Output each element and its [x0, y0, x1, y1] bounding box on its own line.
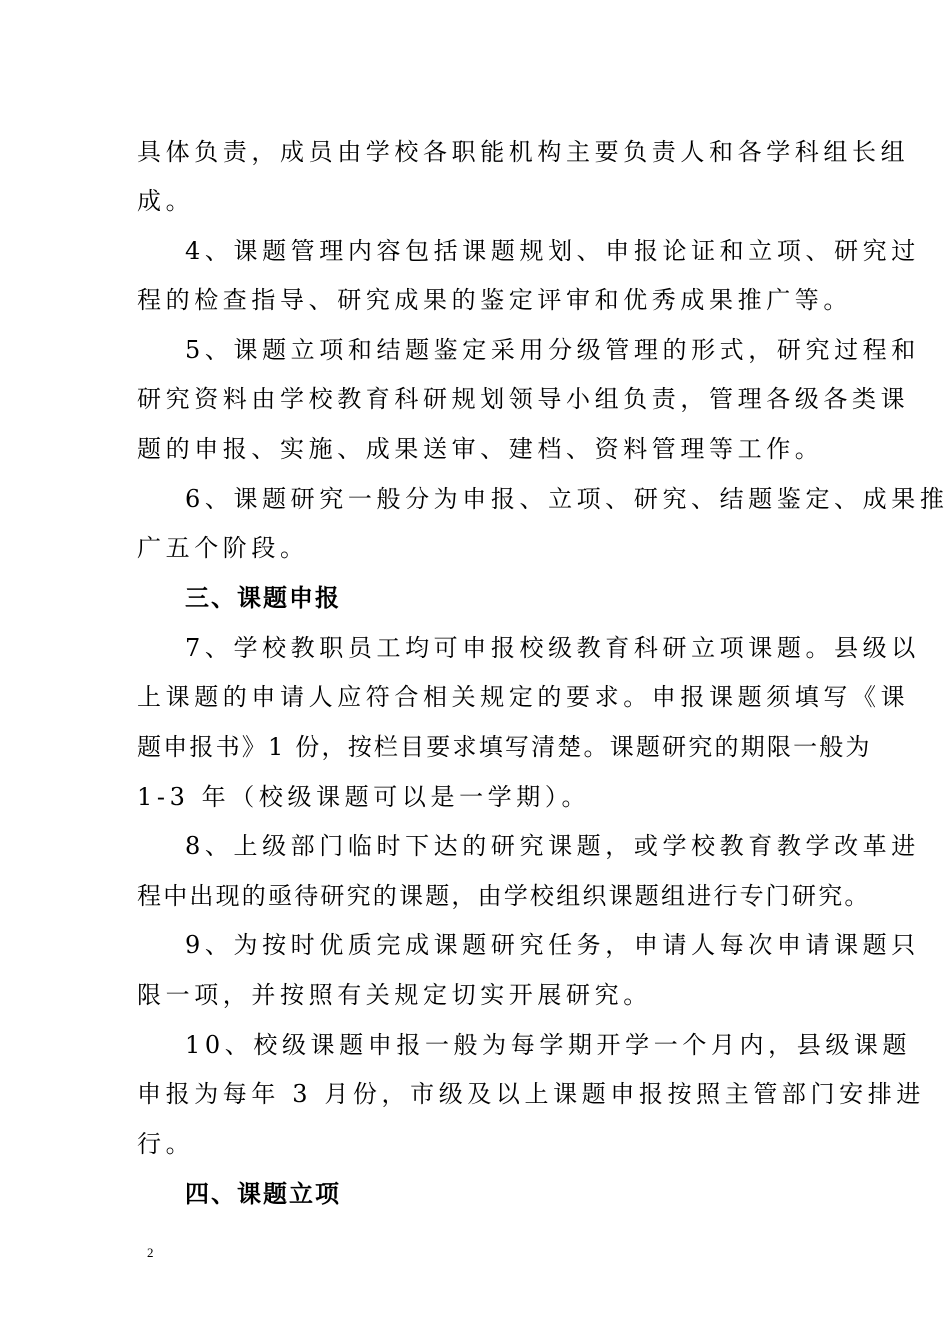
- paragraph-line: 6、课题研究一般分为申报、立项、研究、结题鉴定、成果推: [185, 485, 949, 513]
- paragraph-line: 程中出现的亟待研究的课题，由学校组织课题组进行专门研究。: [137, 882, 871, 910]
- paragraph-line: 10、校级课题申报一般为每学期开学一个月内，县级课题: [185, 1031, 912, 1059]
- paragraph-line: 研究资料由学校教育科研规划领导小组负责，管理各级各类课: [137, 385, 910, 413]
- paragraph-line: 行。: [137, 1130, 195, 1158]
- paragraph-line: 题的申报、实施、成果送审、建档、资料管理等工作。: [137, 435, 824, 463]
- paragraph-line: 1-3 年（校级课题可以是一学期）。: [137, 783, 591, 811]
- paragraph-line: 程的检查指导、研究成果的鉴定评审和优秀成果推广等。: [137, 286, 852, 314]
- paragraph-line: 7、学校教职员工均可申报校级教育科研立项课题。县级以: [185, 634, 920, 662]
- paragraph-line: 具体负责，成员由学校各职能机构主要负责人和各学科组长组: [137, 138, 910, 166]
- paragraph-line: 8、上级部门临时下达的研究课题，或学校教育教学改革进: [185, 832, 920, 860]
- page-number: 2: [147, 1245, 154, 1260]
- paragraph-line: 题申报书》1 份，按栏目要求填写清楚。课题研究的期限一般为: [137, 733, 872, 761]
- paragraph-line: 上课题的申请人应符合相关规定的要求。申报课题须填写《课: [137, 683, 910, 711]
- paragraph-line: 广五个阶段。: [137, 534, 309, 562]
- paragraph-line: 申报为每年 3 月份，市级及以上课题申报按照主管部门安排进: [137, 1080, 925, 1108]
- paragraph-line: 4、课题管理内容包括课题规划、申报论证和立项、研究过: [185, 237, 920, 265]
- paragraph-line: 5、课题立项和结题鉴定采用分级管理的形式，研究过程和: [185, 336, 920, 364]
- section-heading: 四、课题立项: [185, 1180, 341, 1208]
- paragraph-line: 成。: [137, 187, 195, 215]
- paragraph-line: 9、为按时优质完成课题研究任务，申请人每次申请课题只: [185, 931, 920, 959]
- paragraph-line: 限一项，并按照有关规定切实开展研究。: [137, 981, 652, 1009]
- section-heading: 三、课题申报: [185, 584, 341, 612]
